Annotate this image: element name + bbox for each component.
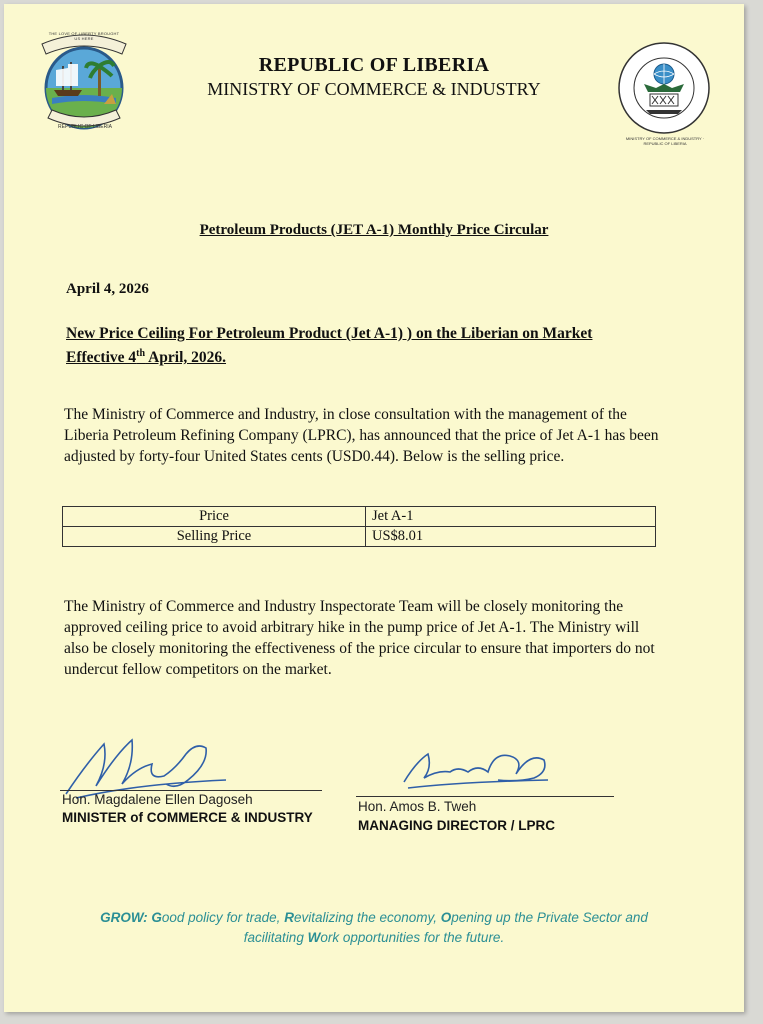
slogan-text-4: facilitating <box>243 930 308 945</box>
subject-heading <box>66 324 626 368</box>
announcement-paragraph: The Ministry of Commerce and Industry, in close consultation with the management of the Liberia Petroleum Refining Company (LPRC), has announced that the price of Jet A-1 has been adjusted by forty-four United States cents (USD0.44). Below is the selling price. <box>64 406 659 465</box>
slogan-line-1 <box>44 908 704 928</box>
subject-ordinal: th <box>136 348 146 359</box>
slogan-g: G <box>151 910 162 925</box>
monitoring-paragraph: The Ministry of Commerce and Industry Inspectorate Team will be closely monitoring the approved ceiling price to avoid arbitrary hike in the pump price of Jet A-1. The Ministry will also be closely monitoring the effectiveness of the price circular to ensure that importers do not undercut fellow competitors on the market. <box>64 598 655 678</box>
slogan-o: O <box>440 910 452 925</box>
slogan-text-3: pening up the Private Sector and <box>451 910 648 925</box>
subject-line-1: New Price Ceiling For Petroleum Product (Jet A-1) ) on the Liberian on Market <box>66 325 593 342</box>
minister-title: MINISTER of COMMERCE & INDUSTRY <box>62 810 313 825</box>
subject-effective-date: April, 2026. <box>145 349 227 367</box>
selling-price-value: US$8.01 <box>366 527 656 547</box>
slogan-line-2 <box>44 928 704 948</box>
liberia-coat-of-arms-seal <box>32 26 136 134</box>
slogan-w: W <box>307 930 321 945</box>
right-seal-ring-text: MINISTRY OF COMMERCE & INDUSTRY · REPUBLIC OF LIBERIA <box>625 136 705 146</box>
subject-line-2 <box>66 344 626 368</box>
subject-effective-label: Effective 4 <box>66 349 137 367</box>
letterhead <box>144 54 604 100</box>
grow-slogan-footer <box>44 908 704 948</box>
slogan-text-1: ood policy for trade, <box>161 910 285 925</box>
circular-title: Petroleum Products (JET A-1) Monthly Price Circular <box>199 222 549 238</box>
selling-price-label: Selling Price <box>63 527 366 547</box>
table-row <box>63 527 656 547</box>
minister-name: Hon. Magdalene Ellen Dagoseh <box>62 792 253 807</box>
ministry-emblem-seal <box>616 40 712 136</box>
price-header-value: Jet A-1 <box>366 507 656 527</box>
slogan-grow-label: GROW: <box>100 910 148 925</box>
managing-director-signature <box>398 742 558 794</box>
managing-director-signature-line <box>356 796 614 797</box>
left-seal-bottom-text: REPUBLIC OF LIBERIA <box>58 124 112 130</box>
country-name: REPUBLIC OF LIBERIA <box>258 54 490 76</box>
left-seal-banner-text: THE LOVE OF LIBERTY BROUGHT US HERE <box>48 31 120 41</box>
table-row <box>63 507 656 527</box>
managing-director-name: Hon. Amos B. Tweh <box>358 799 477 814</box>
minister-signature-line <box>60 790 322 791</box>
slogan-text-2: evitalizing the economy, <box>293 910 441 925</box>
price-header-label: Price <box>63 507 366 527</box>
price-table <box>62 506 656 547</box>
circular-date: April 4, 2026 <box>66 281 149 297</box>
ministry-name: MINISTRY OF COMMERCE & INDUSTRY <box>207 79 541 99</box>
letter-page <box>4 4 744 1012</box>
slogan-r: R <box>284 910 294 925</box>
managing-director-title: MANAGING DIRECTOR / LPRC <box>358 818 556 833</box>
slogan-text-5: ork opportunities for the future. <box>320 930 505 945</box>
